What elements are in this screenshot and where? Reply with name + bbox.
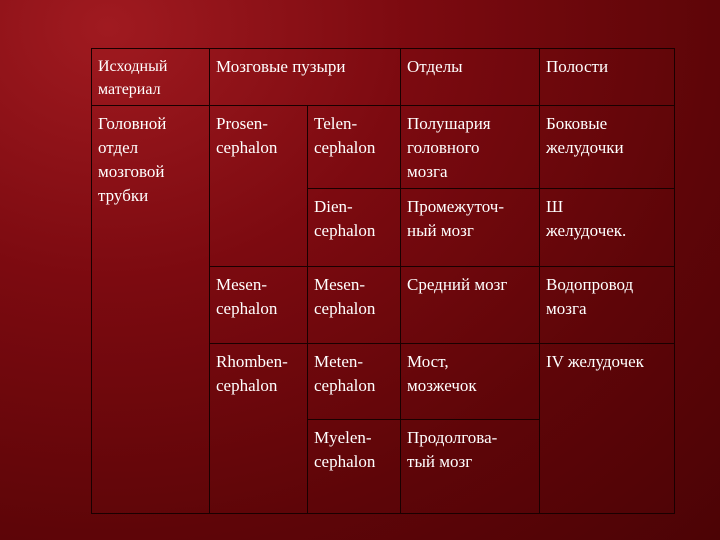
header-source-material: Исходный материал [92, 49, 210, 106]
secondary-vesicle-telencephalon: Telen- cephalon [308, 106, 401, 189]
table-header-row [92, 49, 675, 106]
secondary-vesicle-myelencephalon: Myelen- cephalon [308, 420, 401, 514]
cavity-third-ventricle: Ш желудочек. [540, 189, 675, 267]
division-medulla: Продолгова- тый мозг [401, 420, 540, 514]
secondary-vesicle-mesencephalon: Mesen- cephalon [308, 267, 401, 344]
cavity-aqueduct: Водопровод мозга [540, 267, 675, 344]
secondary-vesicle-diencephalon: Dien- cephalon [308, 189, 401, 267]
division-hemispheres: Полушария головного мозга [401, 106, 540, 189]
division-midbrain: Средний мозг [401, 267, 540, 344]
secondary-vesicle-metencephalon: Meten- cephalon [308, 344, 401, 420]
division-pons-cerebellum: Мост, мозжечок [401, 344, 540, 420]
header-divisions: Отделы [401, 49, 540, 106]
table-row [92, 106, 675, 189]
cavity-lateral-ventricles: Боковые желудочки [540, 106, 675, 189]
primary-vesicle-rhombencephalon: Rhomben- cephalon [210, 344, 308, 514]
source-material-cell: Головной отдел мозговой трубки [92, 106, 210, 514]
primary-vesicle-mesencephalon: Mesen- cephalon [210, 267, 308, 344]
header-cavities: Полости [540, 49, 675, 106]
division-diencephalon: Промежуточ- ный мозг [401, 189, 540, 267]
header-brain-vesicles: Мозговые пузыри [210, 49, 401, 106]
primary-vesicle-prosencephalon: Prosen- cephalon [210, 106, 308, 267]
brain-development-table [91, 48, 675, 514]
cavity-fourth-ventricle: IV желудочек [540, 344, 675, 514]
